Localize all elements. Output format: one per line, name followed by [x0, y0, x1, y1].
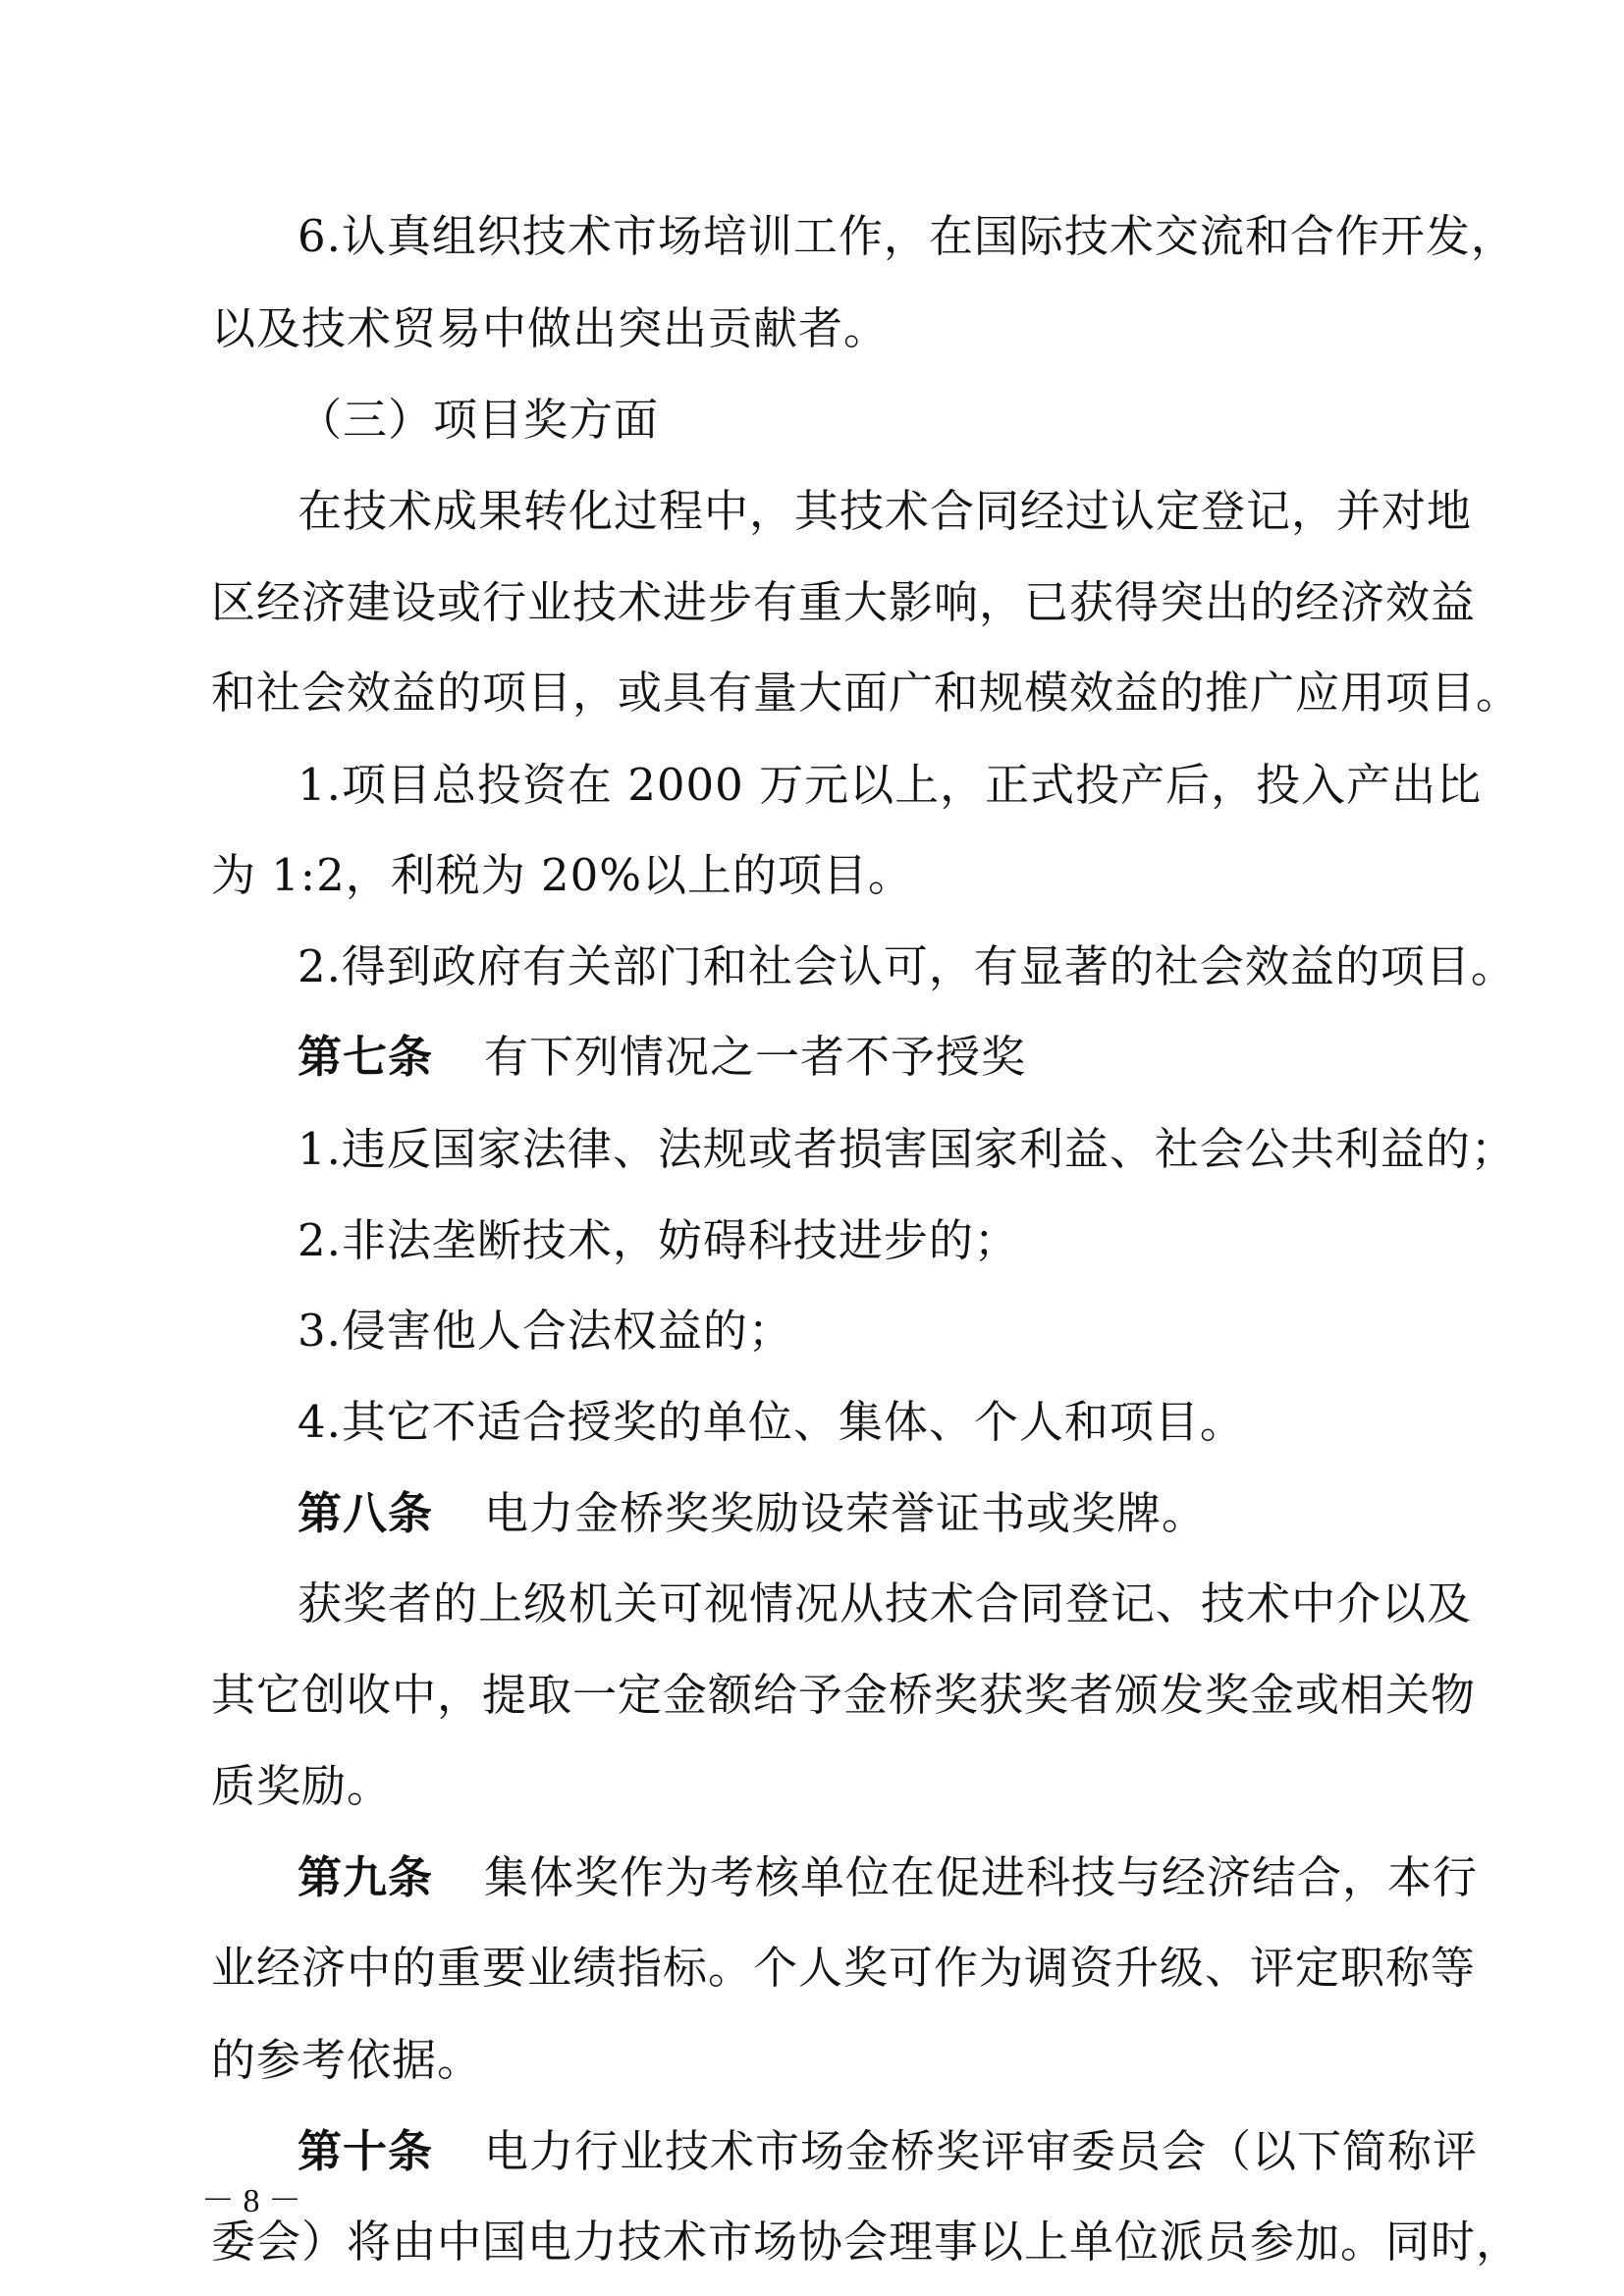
paragraph-line	[0, 296, 1624, 361]
paragraph-line	[0, 1754, 1624, 1819]
line-text: 3.侵害他人合法权益的；	[298, 1305, 793, 1357]
article-heading-line	[0, 2119, 1624, 2184]
article-text: 集体奖作为考核单位在促进科技与经济结合，本行	[484, 1851, 1479, 1903]
article-text: 有下列情况之一者不予授奖	[484, 1031, 1027, 1083]
line-text: 在技术成果转化过程中，其技术合同经过认定登记，并对地	[298, 485, 1473, 537]
article-label: 第七条	[298, 1031, 434, 1083]
line-text: 和社会效益的项目，或具有量大面广和规模效益的推广应用项目。	[211, 667, 1522, 719]
line-text: 其它创收中，提取一定金额给予金桥奖获奖者颁发奖金或相关物	[211, 1669, 1477, 1721]
line-text: 6.认真组织技术市场培训工作，在国际技术交流和合作开发，	[298, 210, 1516, 262]
article-label: 第九条	[298, 1851, 434, 1903]
paragraph-line	[0, 204, 1624, 269]
paragraph-line	[0, 388, 1624, 453]
paragraph-line	[0, 934, 1624, 999]
paragraph-line	[0, 1572, 1624, 1636]
paragraph-line	[0, 1299, 1624, 1363]
article-content	[298, 1845, 1478, 1910]
paragraph-line	[0, 753, 1624, 818]
paragraph-line	[0, 661, 1624, 725]
article-content	[298, 1025, 1026, 1090]
line-text: 1.违反国家法律、法规或者损害国家利益、社会公共利益的；	[298, 1123, 1516, 1175]
paragraph-line	[0, 1117, 1624, 1182]
article-heading-line	[0, 1845, 1624, 1910]
line-text: 获奖者的上级机关可视情况从技术合同登记、技术中介以及	[298, 1577, 1473, 1629]
line-text: （三）项目奖方面	[298, 394, 660, 446]
article-text: 电力金桥奖奖励设荣誉证书或奖牌。	[484, 1487, 1208, 1539]
line-text: 质奖励。	[211, 1760, 393, 1812]
paragraph-line	[0, 2028, 1624, 2093]
paragraph-line	[0, 1663, 1624, 1728]
line-text: 1.项目总投资在 2000 万元以上，正式投产后，投入产出比	[298, 759, 1483, 811]
paragraph-line	[0, 1208, 1624, 1273]
article-heading-line	[0, 1025, 1624, 1090]
line-text: 业经济中的重要业绩指标。个人奖可作为调资升级、评定职称等	[211, 1942, 1477, 1994]
line-text: 为 1:2，利税为 20%以上的项目。	[211, 849, 914, 901]
line-text: 的参考依据。	[211, 2034, 483, 2086]
line-text: 区经济建设或行业技术进步有重大影响，已获得突出的经济效益	[211, 576, 1477, 628]
paragraph-line	[0, 843, 1624, 908]
line-text: 4.其它不适合授奖的单位、集体、个人和项目。	[298, 1396, 1245, 1448]
line-text: 2.非法垄断技术，妨碍科技进步的；	[298, 1214, 1019, 1266]
article-content	[298, 1481, 1207, 1546]
page-footer	[0, 2177, 1624, 2226]
paragraph-line	[0, 1390, 1624, 1455]
article-content	[298, 2119, 1478, 2184]
article-text: 电力行业技术市场金桥奖评审委员会（以下简称评	[484, 2125, 1479, 2177]
line-text: 委会）将由中国电力技术市场协会理事以上单位派员参加。同时，	[211, 2216, 1522, 2268]
paragraph-line	[0, 1936, 1624, 2001]
page-number: － 8 －	[201, 2183, 301, 2219]
paragraph-line	[0, 570, 1624, 635]
line-text: 2.得到政府有关部门和社会认可，有显著的社会效益的项目。	[298, 940, 1516, 992]
line-text: 以及技术贸易中做出突出贡献者。	[211, 302, 890, 354]
article-label: 第十条	[298, 2125, 434, 2177]
paragraph-line	[0, 479, 1624, 544]
article-label: 第八条	[298, 1487, 434, 1539]
article-heading-line	[0, 1481, 1624, 1546]
